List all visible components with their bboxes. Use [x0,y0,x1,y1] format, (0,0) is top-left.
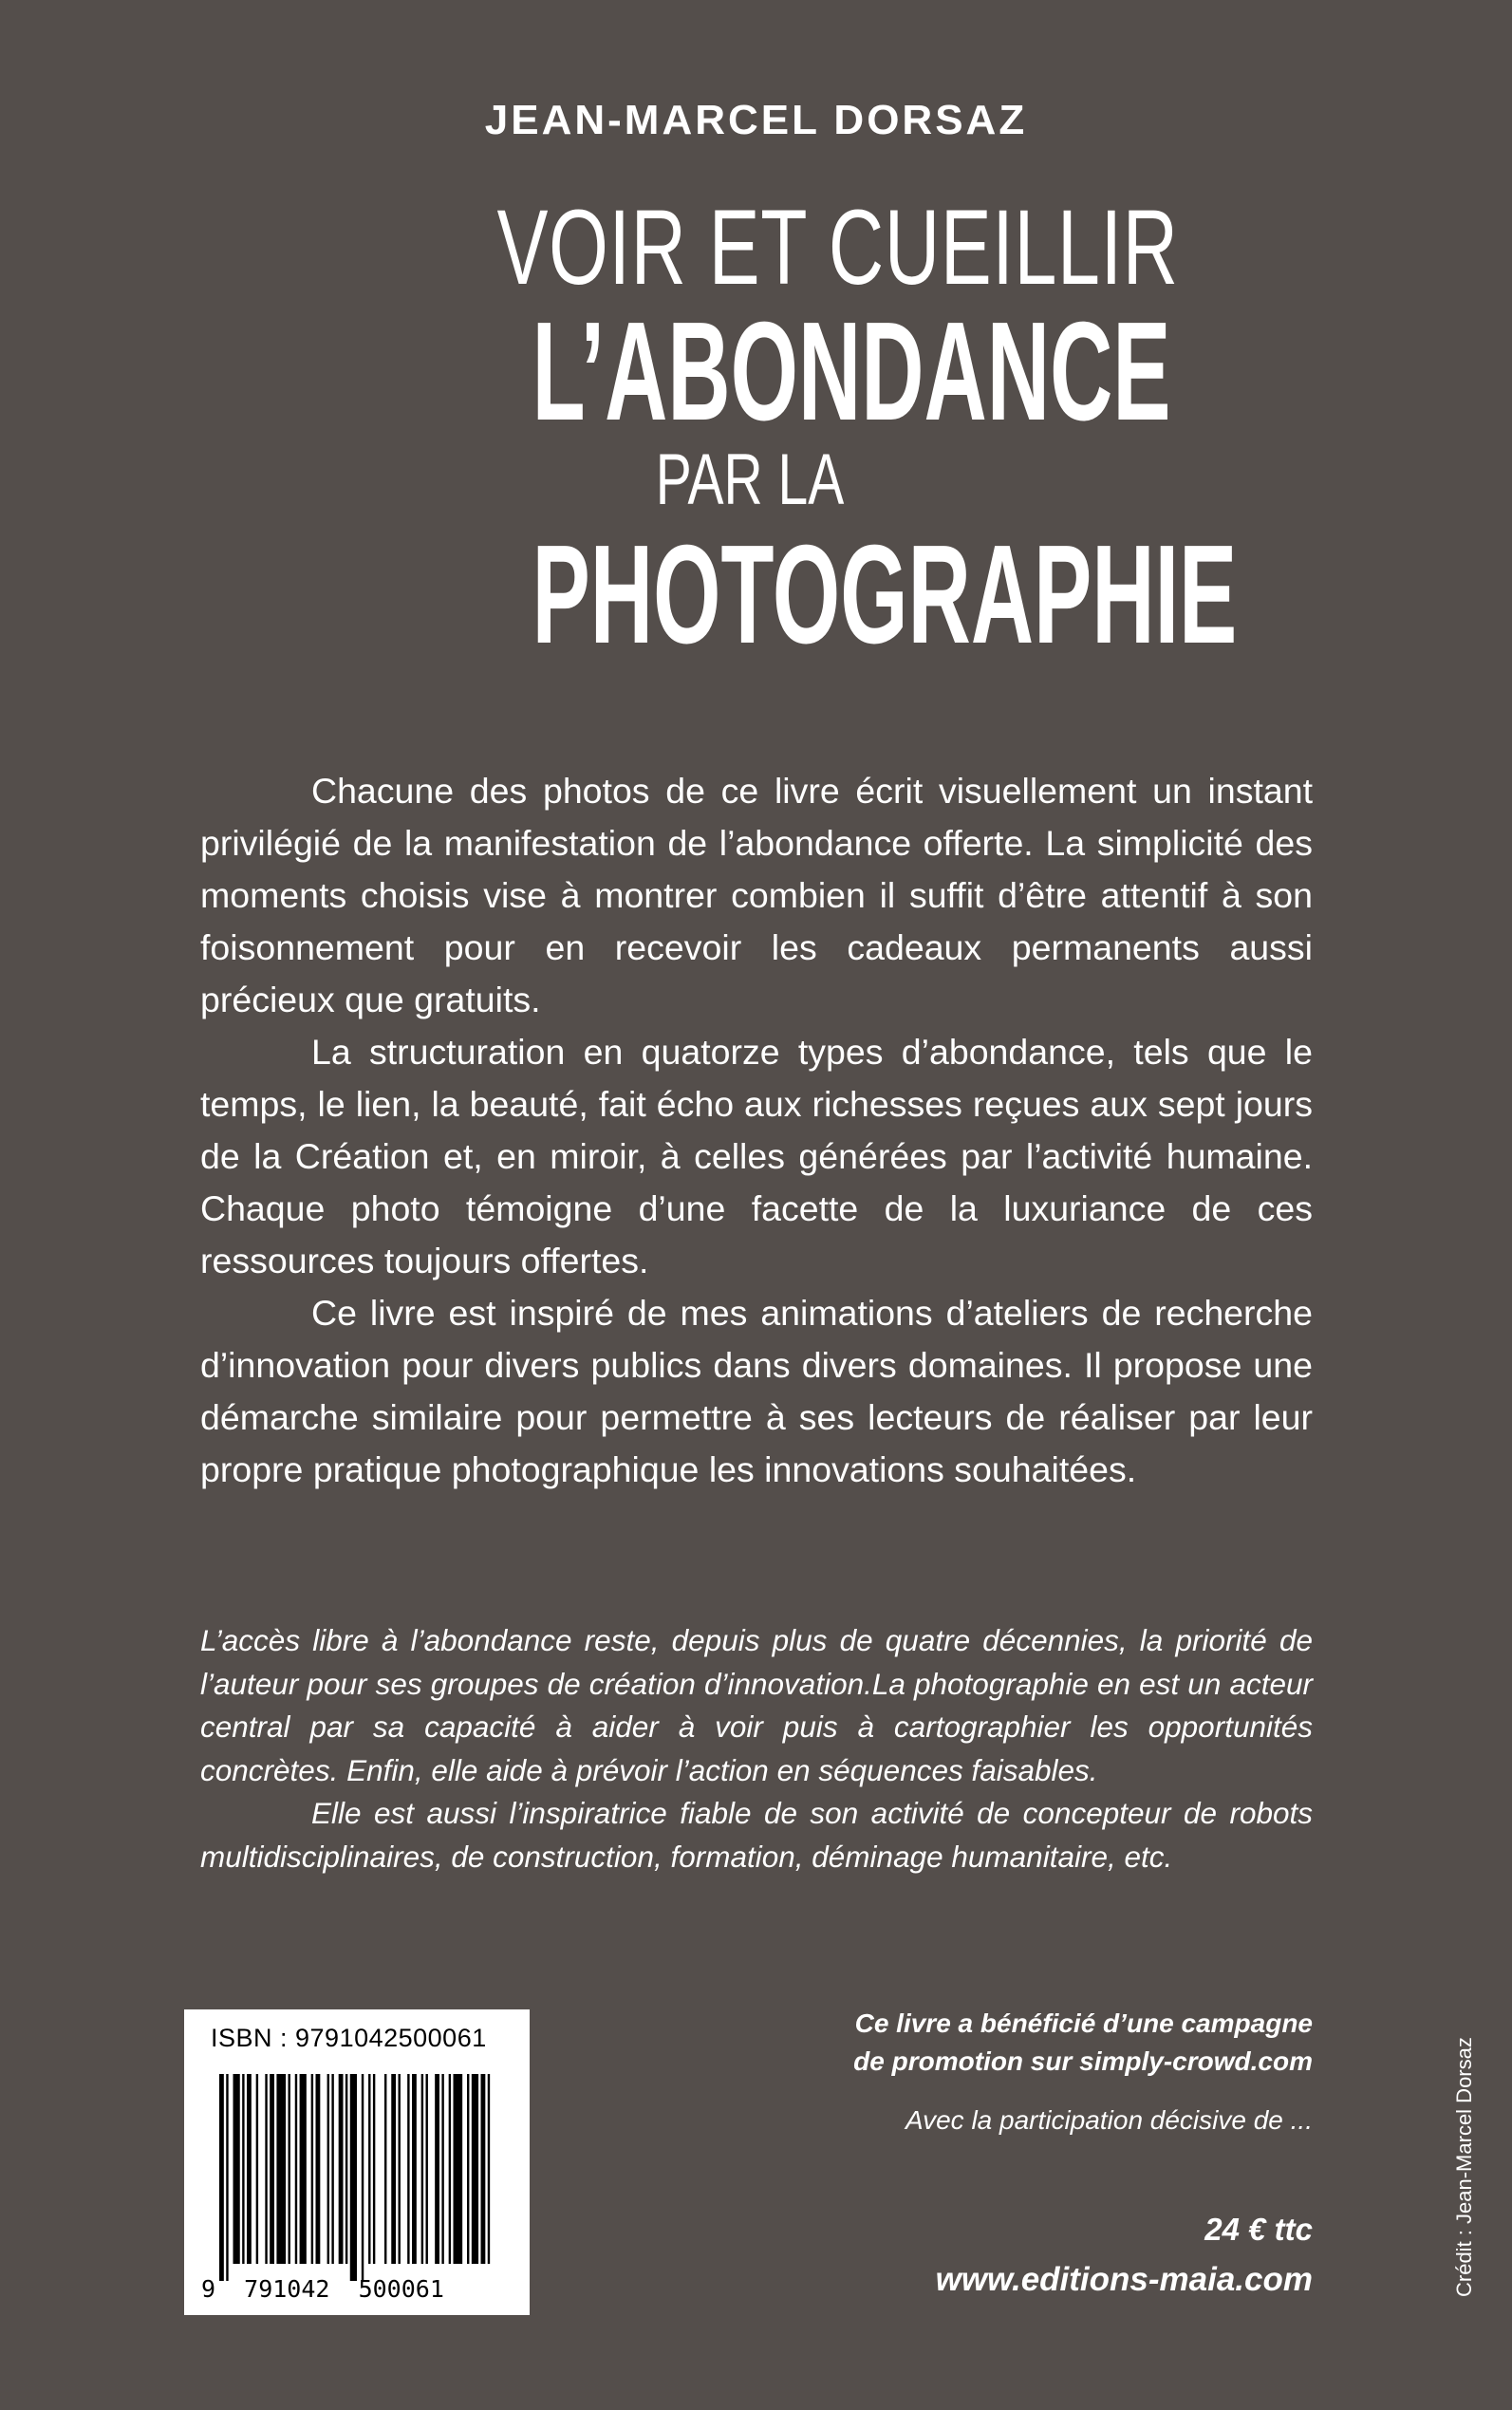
barcode-bar [467,2074,469,2264]
author-bio [200,1619,1313,1878]
barcode-bar [270,2074,274,2264]
publisher-website: www.editions-maia.com [935,2261,1313,2298]
barcode-digits: 9 791042 500061 [201,2275,444,2303]
author-name: JEAN-MARCEL DORSAZ [484,97,1028,143]
barcode-bar [339,2074,344,2264]
barcode-bar [472,2074,478,2264]
barcode-bar [435,2074,439,2264]
barcode-bar [289,2074,290,2264]
promo-text [853,2005,1313,2081]
barcode-bar [449,2074,451,2264]
barcode-bar [331,2074,333,2264]
barcode-bar [488,2074,490,2264]
barcode-bar [316,2074,321,2264]
description-paragraph-2: La structuration en quatorze types d’abondance, tels que le temps, le lien, la beauté, fait écho aux richesses reçues aux sept jours de la Création et, en miroir, à celles générées par l’activité humaine. Chaque photo témoigne d’une facette de la luxuriance de ces ressources toujours offertes. [200,1032,1313,1280]
barcode-bar [399,2074,401,2264]
barcode-bar [368,2074,370,2264]
author-bio-paragraph-2: Elle est aussi l’inspiratrice fiable de son activité de concepteur de robots multidisciplinaires, de construction, formation, déminage humanitaire, etc. [200,1796,1313,1874]
isbn-barcode-box [184,2009,530,2315]
barcode-bar [407,2074,409,2264]
title-line-1: VOIR ET CUEILLIR [496,188,1179,307]
barcode-bar [345,2074,347,2264]
barcode-bar [481,2074,486,2264]
photo-credit: Crédit : Jean-Marcel Dorsaz [1452,2037,1476,2297]
barcode-bar [454,2074,463,2264]
barcode-bar [373,2074,375,2264]
promo-line-2: de promotion sur simply-crowd.com [853,2046,1313,2076]
participation-text: Avec la participation décisive de ... [905,2105,1313,2135]
barcode-bar [226,2074,228,2281]
barcode-bar [242,2074,244,2264]
description-paragraph-1: Chacune des photos de ce livre écrit visuellement un instant privilégié de la manifestation de l’abondance offerte. La simplicité des moments choisis vise à montrer combien il suffit d’être attentif à son foisonnement pour en recevoir les cadeaux permanents aussi précieux que gratuits. [200,771,1313,1019]
barcode-bar [265,2074,267,2264]
barcode-bar [311,2074,313,2264]
barcode-bar [384,2074,386,2264]
barcode-bar [295,2074,297,2264]
barcode-bar [441,2074,443,2264]
barcode-bar [426,2074,428,2264]
barcode-bar [327,2074,329,2264]
barcode-bar [362,2074,364,2281]
promo-line-1: Ce livre a bénéficié d’une campagne [854,2008,1313,2038]
barcode-bar [219,2074,224,2281]
barcode-bar [256,2074,258,2264]
barcode-bar [300,2074,307,2264]
title-line-2: L’ABONDANCE [532,293,1171,450]
barcode-bar [412,2074,417,2264]
barcode-image [219,2074,495,2281]
barcode-bar [350,2074,357,2281]
barcode-bar [276,2074,286,2264]
barcode-bar [391,2074,396,2264]
price: 24 € ttc [1204,2212,1313,2247]
title-line-4: PHOTOGRAPHIE [532,516,1238,673]
title-line-3: PAR LA [655,439,845,520]
description-paragraph-3: Ce livre est inspiré de mes animations d’ateliers de recherche d’innovation pour divers publics dans divers domaines. Il propose une démarche similaire pour permettre à ses lecteurs de réaliser par leur propre pratique photographique les innovations souhaitées. [200,1293,1313,1489]
isbn-label: ISBN : 9791042500061 [211,2024,487,2052]
book-description [200,765,1313,1496]
author-bio-paragraph-1: L’accès libre à l’abondance reste, depuis plus de quatre décennies, la priorité de l’auteur pour ses groupes de création d’innovation.La photographie en est un acteur central par sa capacité à aider à voir puis à cartographier les opportunités concrètes. Enfin, elle aide à prévoir l’action en séquences faisables. [200,1623,1313,1787]
barcode-bar [421,2074,423,2264]
barcode-bar [247,2074,252,2264]
barcode-bar [233,2074,240,2264]
